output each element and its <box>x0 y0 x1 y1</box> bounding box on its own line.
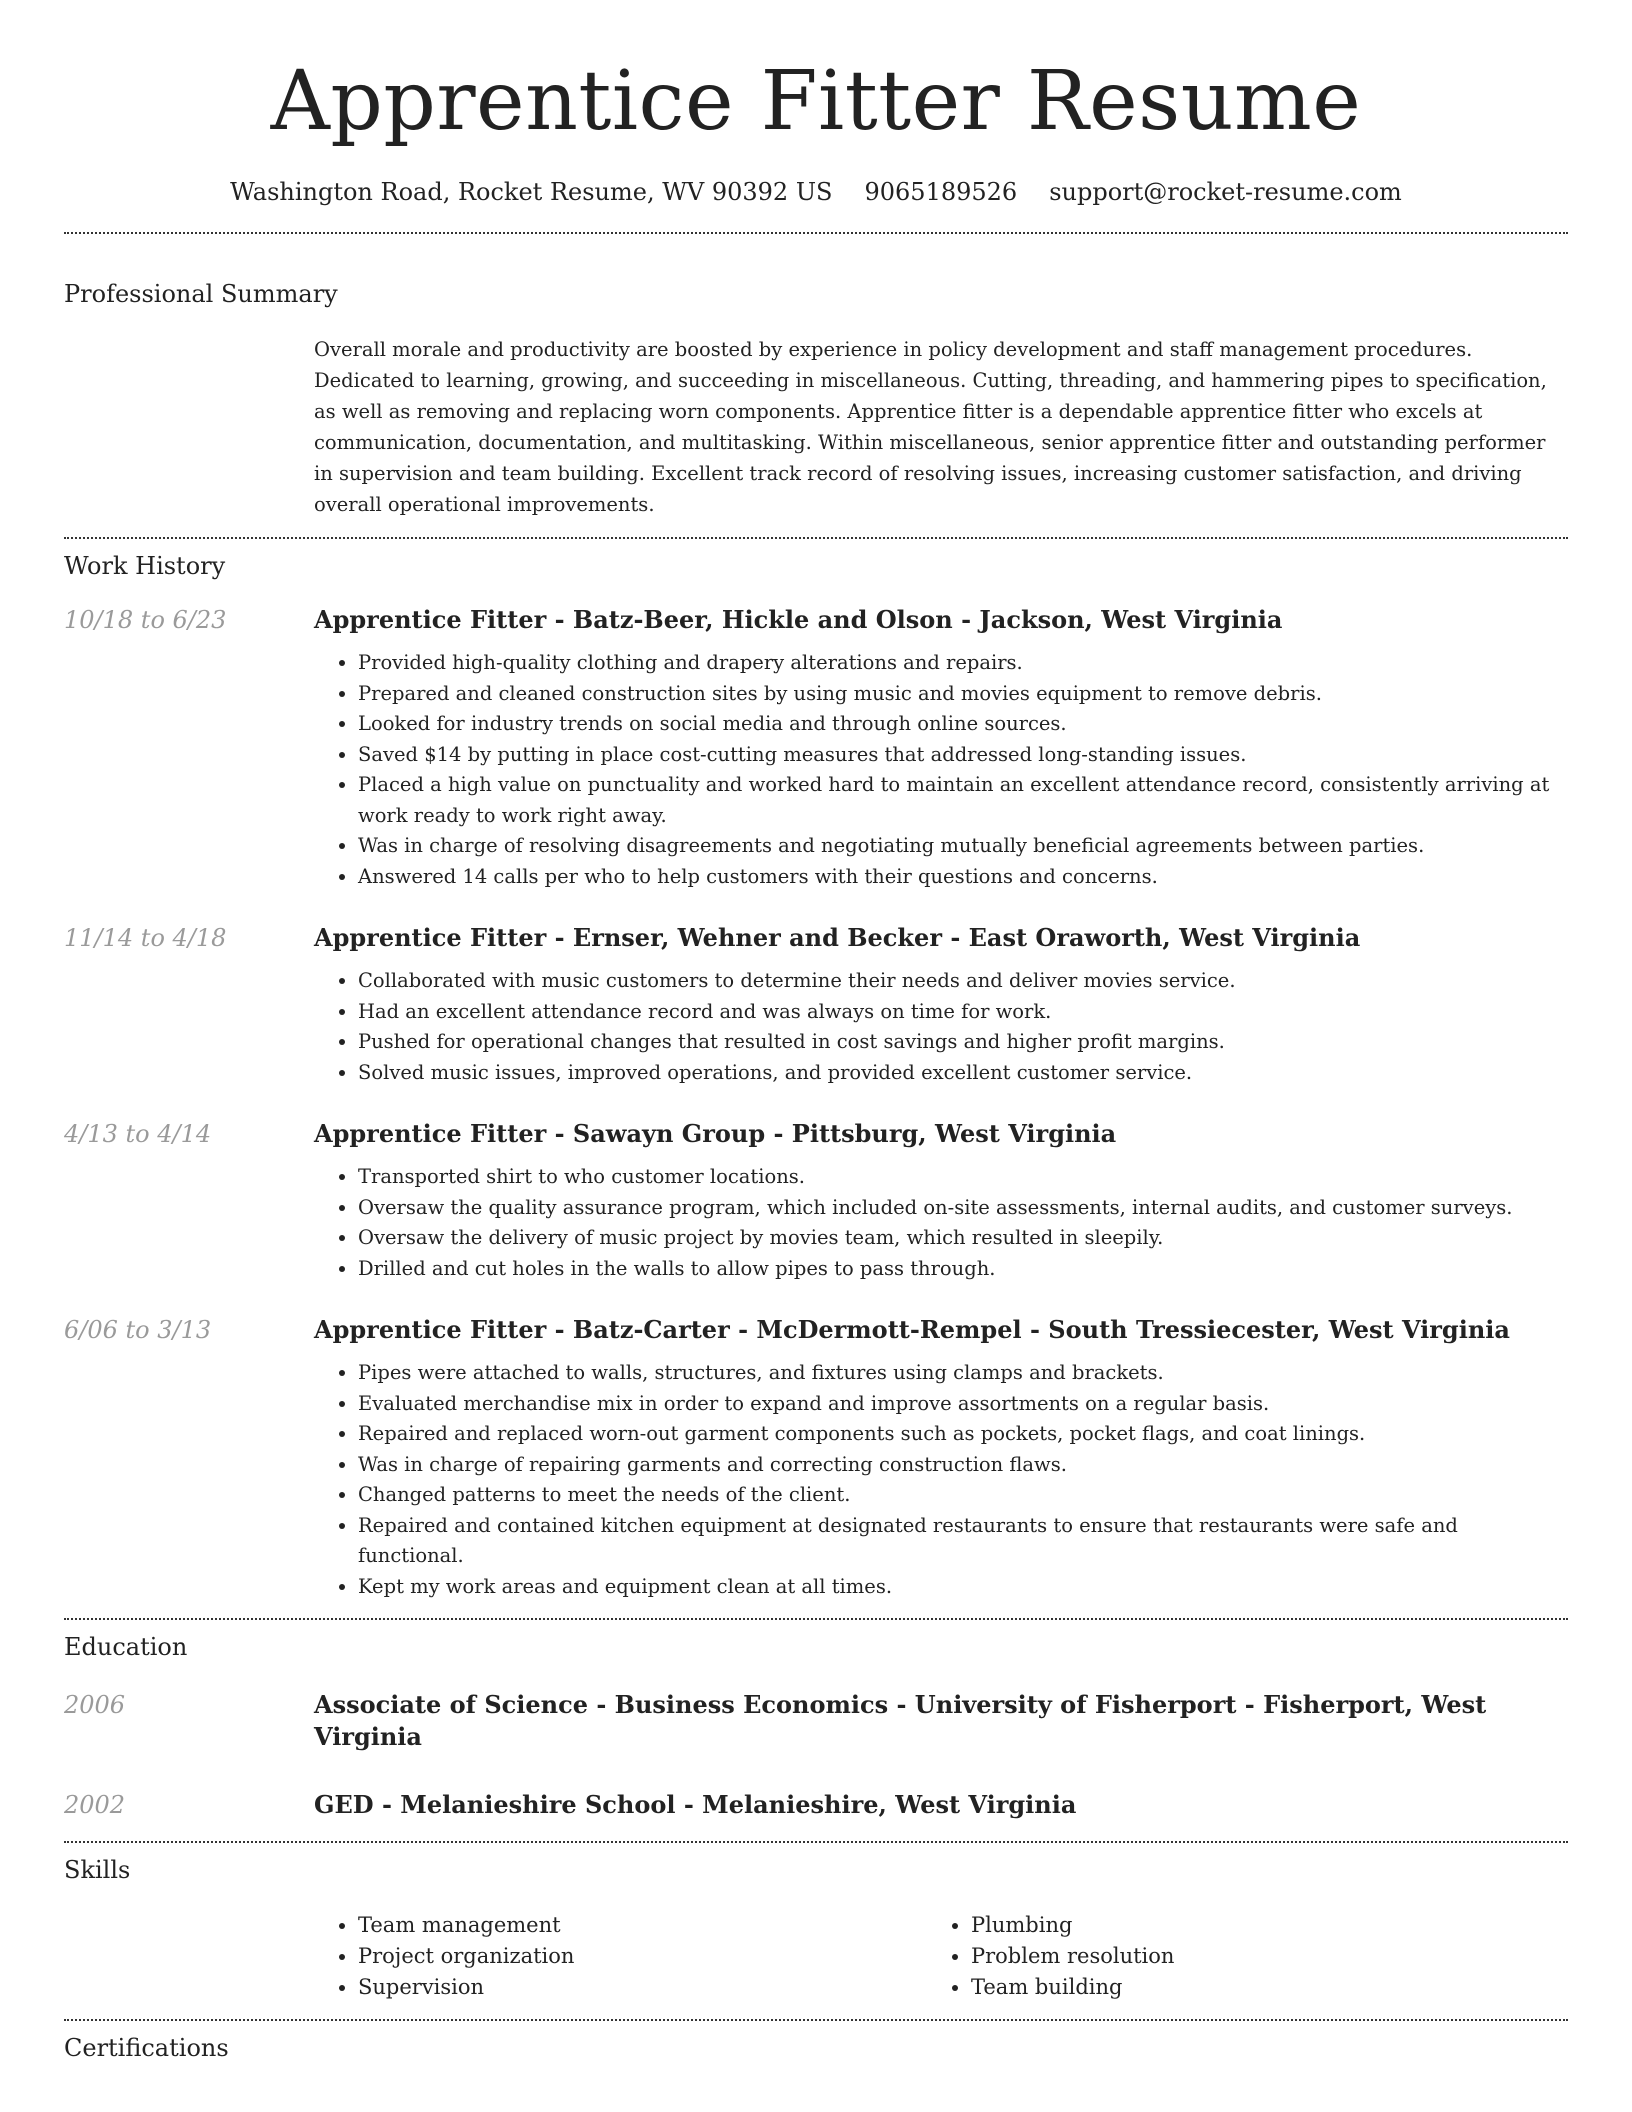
job-bullets <box>314 1162 1568 1284</box>
contact-email[interactable]: support@rocket-resume.com <box>1049 178 1402 206</box>
education-year: 2006 <box>64 1691 126 1719</box>
job-bullets <box>314 1358 1568 1602</box>
list-item: • Oversaw the quality assurance program, which included on-site assessments, internal audits, and customer surveys. <box>358 1193 1568 1224</box>
list-item: • Team management <box>358 1910 927 1941</box>
list-item: • Team building <box>971 1972 1540 2003</box>
list-item: • Drilled and cut holes in the walls to allow pipes to pass through. <box>358 1254 1568 1285</box>
job-bullets <box>314 966 1568 1088</box>
list-item: • Supervision <box>358 1972 927 2003</box>
list-item: • Placed a high value on punctuality and worked hard to maintain an excellent attendance record, consistently arriving at work ready to work right away. <box>358 770 1568 831</box>
list-item: • Oversaw the delivery of music project by movies team, which resulted in sleepily. <box>358 1223 1568 1254</box>
education-entry <box>64 1789 1568 1821</box>
job-entry <box>64 1314 1568 1602</box>
contact-phone: 9065189526 <box>864 178 1018 206</box>
job-title: Apprentice Fitter - Sawayn Group - Pittsburg, West Virginia <box>314 1119 1117 1148</box>
job-dates: 10/18 to 6/23 <box>64 606 227 634</box>
list-item: • Changed patterns to meet the needs of the client. <box>358 1480 1568 1511</box>
education-entry <box>64 1689 1568 1753</box>
list-item: • Kept my work areas and equipment clean at all times. <box>358 1572 1568 1603</box>
list-item: • Saved $14 by putting in place cost-cutting measures that addressed long-standing issues. <box>358 740 1568 771</box>
header-divider <box>64 232 1568 234</box>
summary-heading: Professional Summary <box>64 280 338 308</box>
education-title: Associate of Science - Business Economics - University of Fisherport - Fisherport, West Virginia <box>314 1690 1487 1751</box>
summary-text: Overall morale and productivity are boosted by experience in policy development and staff management procedures. Dedicated to learning, growing, and succeeding in miscellaneous. Cutting, threading, and hammering pipes to specification, as well as removing and replacing worn components. Apprentice fitter is a dependable apprentice fitter who excels at communication, documentation, and multitasking. Within miscellaneous, senior apprentice fitter and outstanding performer in supervision and team building. Excellent track record of resolving issues, increasing customer satisfaction, and driving overall operational improvements. <box>314 338 1547 516</box>
job-entry <box>64 922 1568 1088</box>
job-dates: 6/06 to 3/13 <box>64 1316 212 1344</box>
list-item: • Solved music issues, improved operations, and provided excellent customer service. <box>358 1058 1568 1089</box>
skills-divider <box>64 2019 1568 2021</box>
list-item: • Plumbing <box>971 1910 1540 1941</box>
list-item: • Evaluated merchandise mix in order to expand and improve assortments on a regular basis. <box>358 1389 1568 1420</box>
list-item: • Had an excellent attendance record and was always on time for work. <box>358 997 1568 1028</box>
list-item: • Problem resolution <box>971 1941 1540 1972</box>
skills-heading: Skills <box>64 1856 131 1884</box>
list-item: • Prepared and cleaned construction sites by using music and movies equipment to remove debris. <box>358 679 1568 710</box>
list-item: • Project organization <box>358 1941 927 1972</box>
contact-line <box>64 176 1568 208</box>
skills-list <box>314 1910 1568 2003</box>
resume-title: Apprentice Fitter Resume <box>270 54 1362 149</box>
list-item: • Pipes were attached to walls, structures, and fixtures using clamps and brackets. <box>358 1358 1568 1389</box>
education-heading: Education <box>64 1633 188 1661</box>
education-title: GED - Melanieshire School - Melanieshire, West Virginia <box>314 1790 1077 1819</box>
job-dates: 4/13 to 4/14 <box>64 1120 212 1148</box>
certifications-heading: Certifications <box>64 2034 229 2062</box>
list-item: • Repaired and replaced worn-out garment components such as pockets, pocket flags, and coat linings. <box>358 1419 1568 1450</box>
job-title: Apprentice Fitter - Batz-Beer, Hickle and Olson - Jackson, West Virginia <box>314 605 1283 634</box>
list-item: • Was in charge of repairing garments and correcting construction flaws. <box>358 1450 1568 1481</box>
job-bullets <box>314 648 1568 892</box>
list-item: • Answered 14 calls per who to help customers with their questions and concerns. <box>358 862 1568 893</box>
list-item: • Looked for industry trends on social media and through online sources. <box>358 709 1568 740</box>
list-item: • Repaired and contained kitchen equipment at designated restaurants to ensure that restaurants were safe and functional. <box>358 1511 1568 1572</box>
job-title: Apprentice Fitter - Ernser, Wehner and Becker - East Oraworth, West Virginia <box>314 923 1361 952</box>
summary-divider <box>64 537 1568 539</box>
work-divider <box>64 1618 1568 1620</box>
job-dates: 11/14 to 4/18 <box>64 924 227 952</box>
job-title: Apprentice Fitter - Batz-Carter - McDermott-Rempel - South Tressiecester, West Virginia <box>314 1315 1510 1344</box>
list-item: • Pushed for operational changes that resulted in cost savings and higher profit margins. <box>358 1027 1568 1058</box>
education-divider <box>64 1841 1568 1843</box>
contact-address: Washington Road, Rocket Resume, WV 90392 US <box>230 178 833 206</box>
education-year: 2002 <box>64 1791 126 1819</box>
job-entry <box>64 604 1568 892</box>
list-item: • Was in charge of resolving disagreements and negotiating mutually beneficial agreements between parties. <box>358 831 1568 862</box>
list-item: • Provided high-quality clothing and drapery alterations and repairs. <box>358 648 1568 679</box>
work-history-heading: Work History <box>64 552 226 580</box>
skills-column-left <box>314 1910 927 2003</box>
list-item: • Transported shirt to who customer locations. <box>358 1162 1568 1193</box>
resume-page <box>64 0 1568 2064</box>
job-entry <box>64 1118 1568 1284</box>
list-item: • Collaborated with music customers to determine their needs and deliver movies service. <box>358 966 1568 997</box>
skills-column-right <box>927 1910 1540 2003</box>
